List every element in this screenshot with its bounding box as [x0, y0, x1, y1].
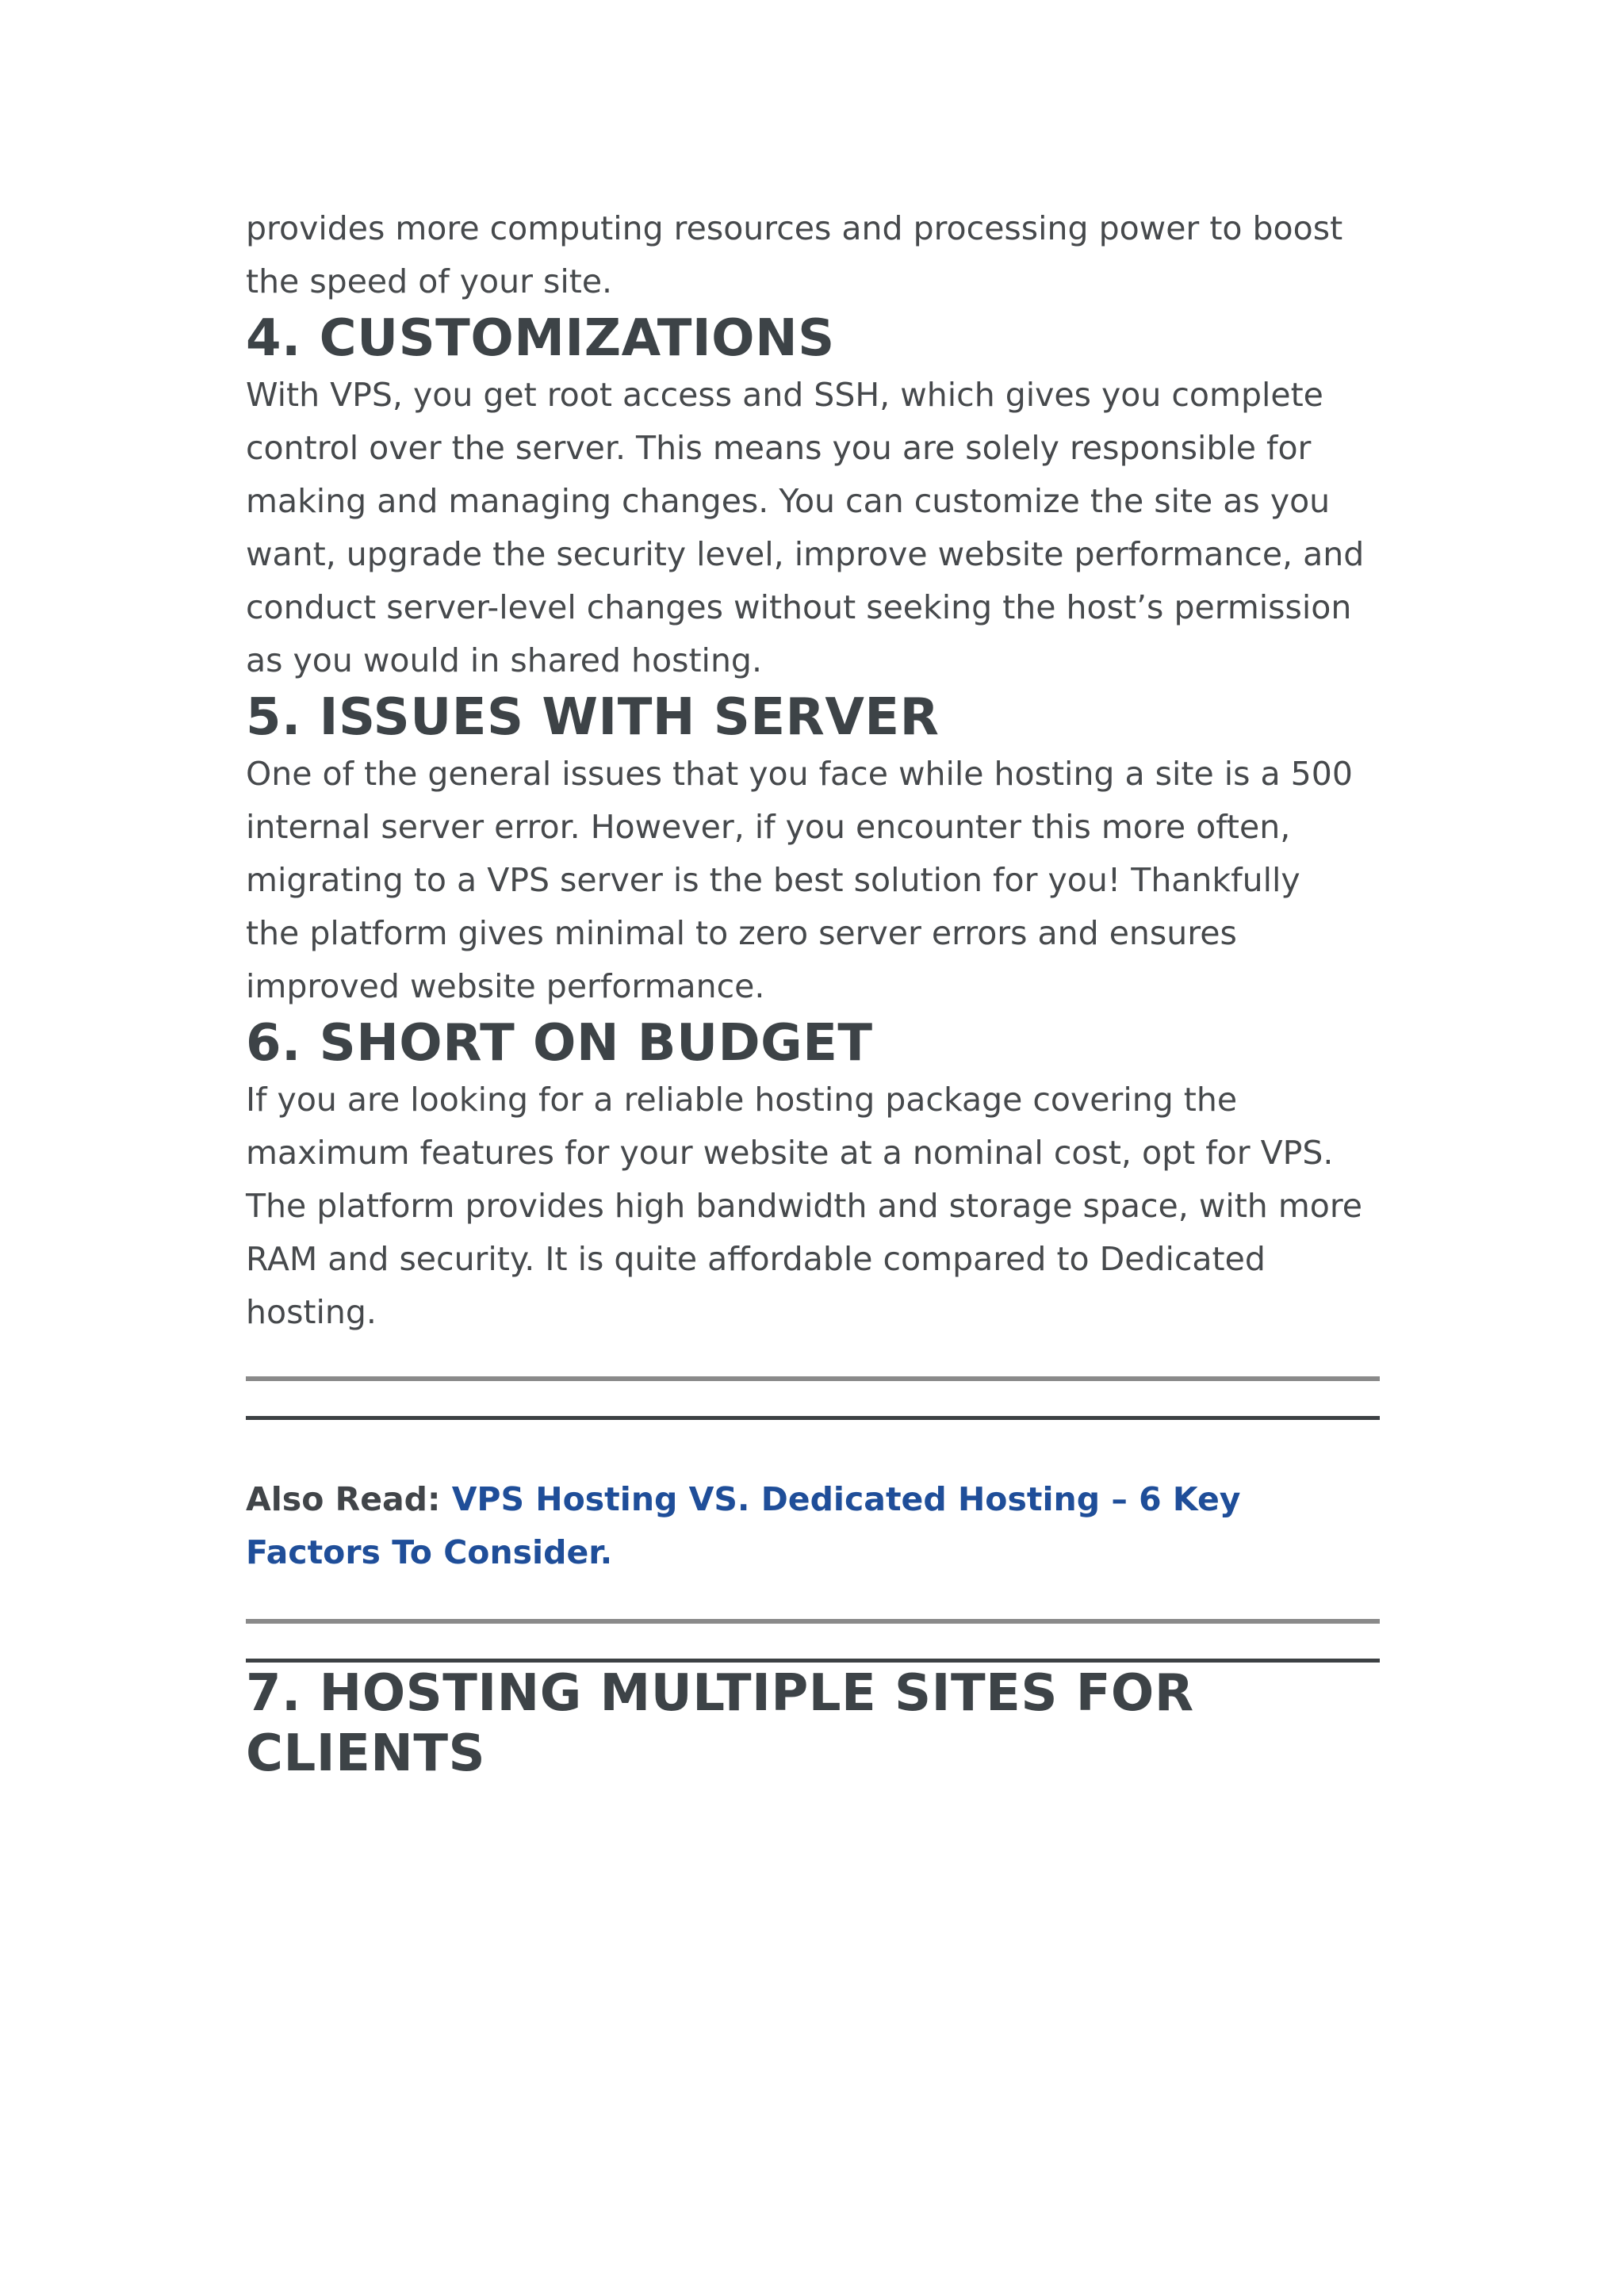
also-read-block	[246, 1473, 1380, 1579]
heading-customizations: 4. CUSTOMIZATIONS	[246, 309, 835, 368]
divider-line-dark	[246, 1659, 1380, 1663]
divider-bottom	[246, 1619, 1380, 1663]
paragraph-customizations: With VPS, you get root access and SSH, which gives you complete control over the server. This means you are solely responsible for making and managing changes. You can customize the site as you want, upgrade the security level, improve website performance, and conduct server-level changes without seeking the host’s permission as you would in shared hosting.	[246, 376, 1365, 679]
heading-hosting-multiple-sites: 7. HOSTING MULTIPLE SITES FOR CLIENTS	[246, 1664, 1194, 1783]
also-read-label: Also Read:	[246, 1480, 441, 1518]
divider-top	[246, 1376, 1380, 1421]
divider-line-light	[246, 1376, 1380, 1381]
also-read-link[interactable]: VPS Hosting VS. Dedicated Hosting – 6 Key Factors To Consider.	[246, 1480, 1241, 1571]
intro-paragraph-tail: provides more computing resources and processing power to boost the speed of your site.	[246, 209, 1343, 300]
divider-line-light	[246, 1619, 1380, 1624]
heading-issues-with-server: 5. ISSUES WITH SERVER	[246, 688, 940, 747]
article-content	[246, 202, 1380, 1784]
paragraph-short-on-budget: If you are looking for a reliable hosting package covering the maximum features for your website at a nominal cost, opt for VPS. The platform provides high bandwidth and storage space, with more RAM and security. It is quite affordable compared to Dedicated hosting.	[246, 1081, 1363, 1331]
paragraph-issues-with-server: One of the general issues that you face while hosting a site is a 500 internal server error. However, if you encounter this more often, migrating to a VPS server is the best solution for you! Thankfully the platform gives minimal to zero server errors and ensures improved website performance.	[246, 755, 1353, 1005]
divider-line-dark	[246, 1416, 1380, 1420]
heading-short-on-budget: 6. SHORT ON BUDGET	[246, 1014, 873, 1073]
